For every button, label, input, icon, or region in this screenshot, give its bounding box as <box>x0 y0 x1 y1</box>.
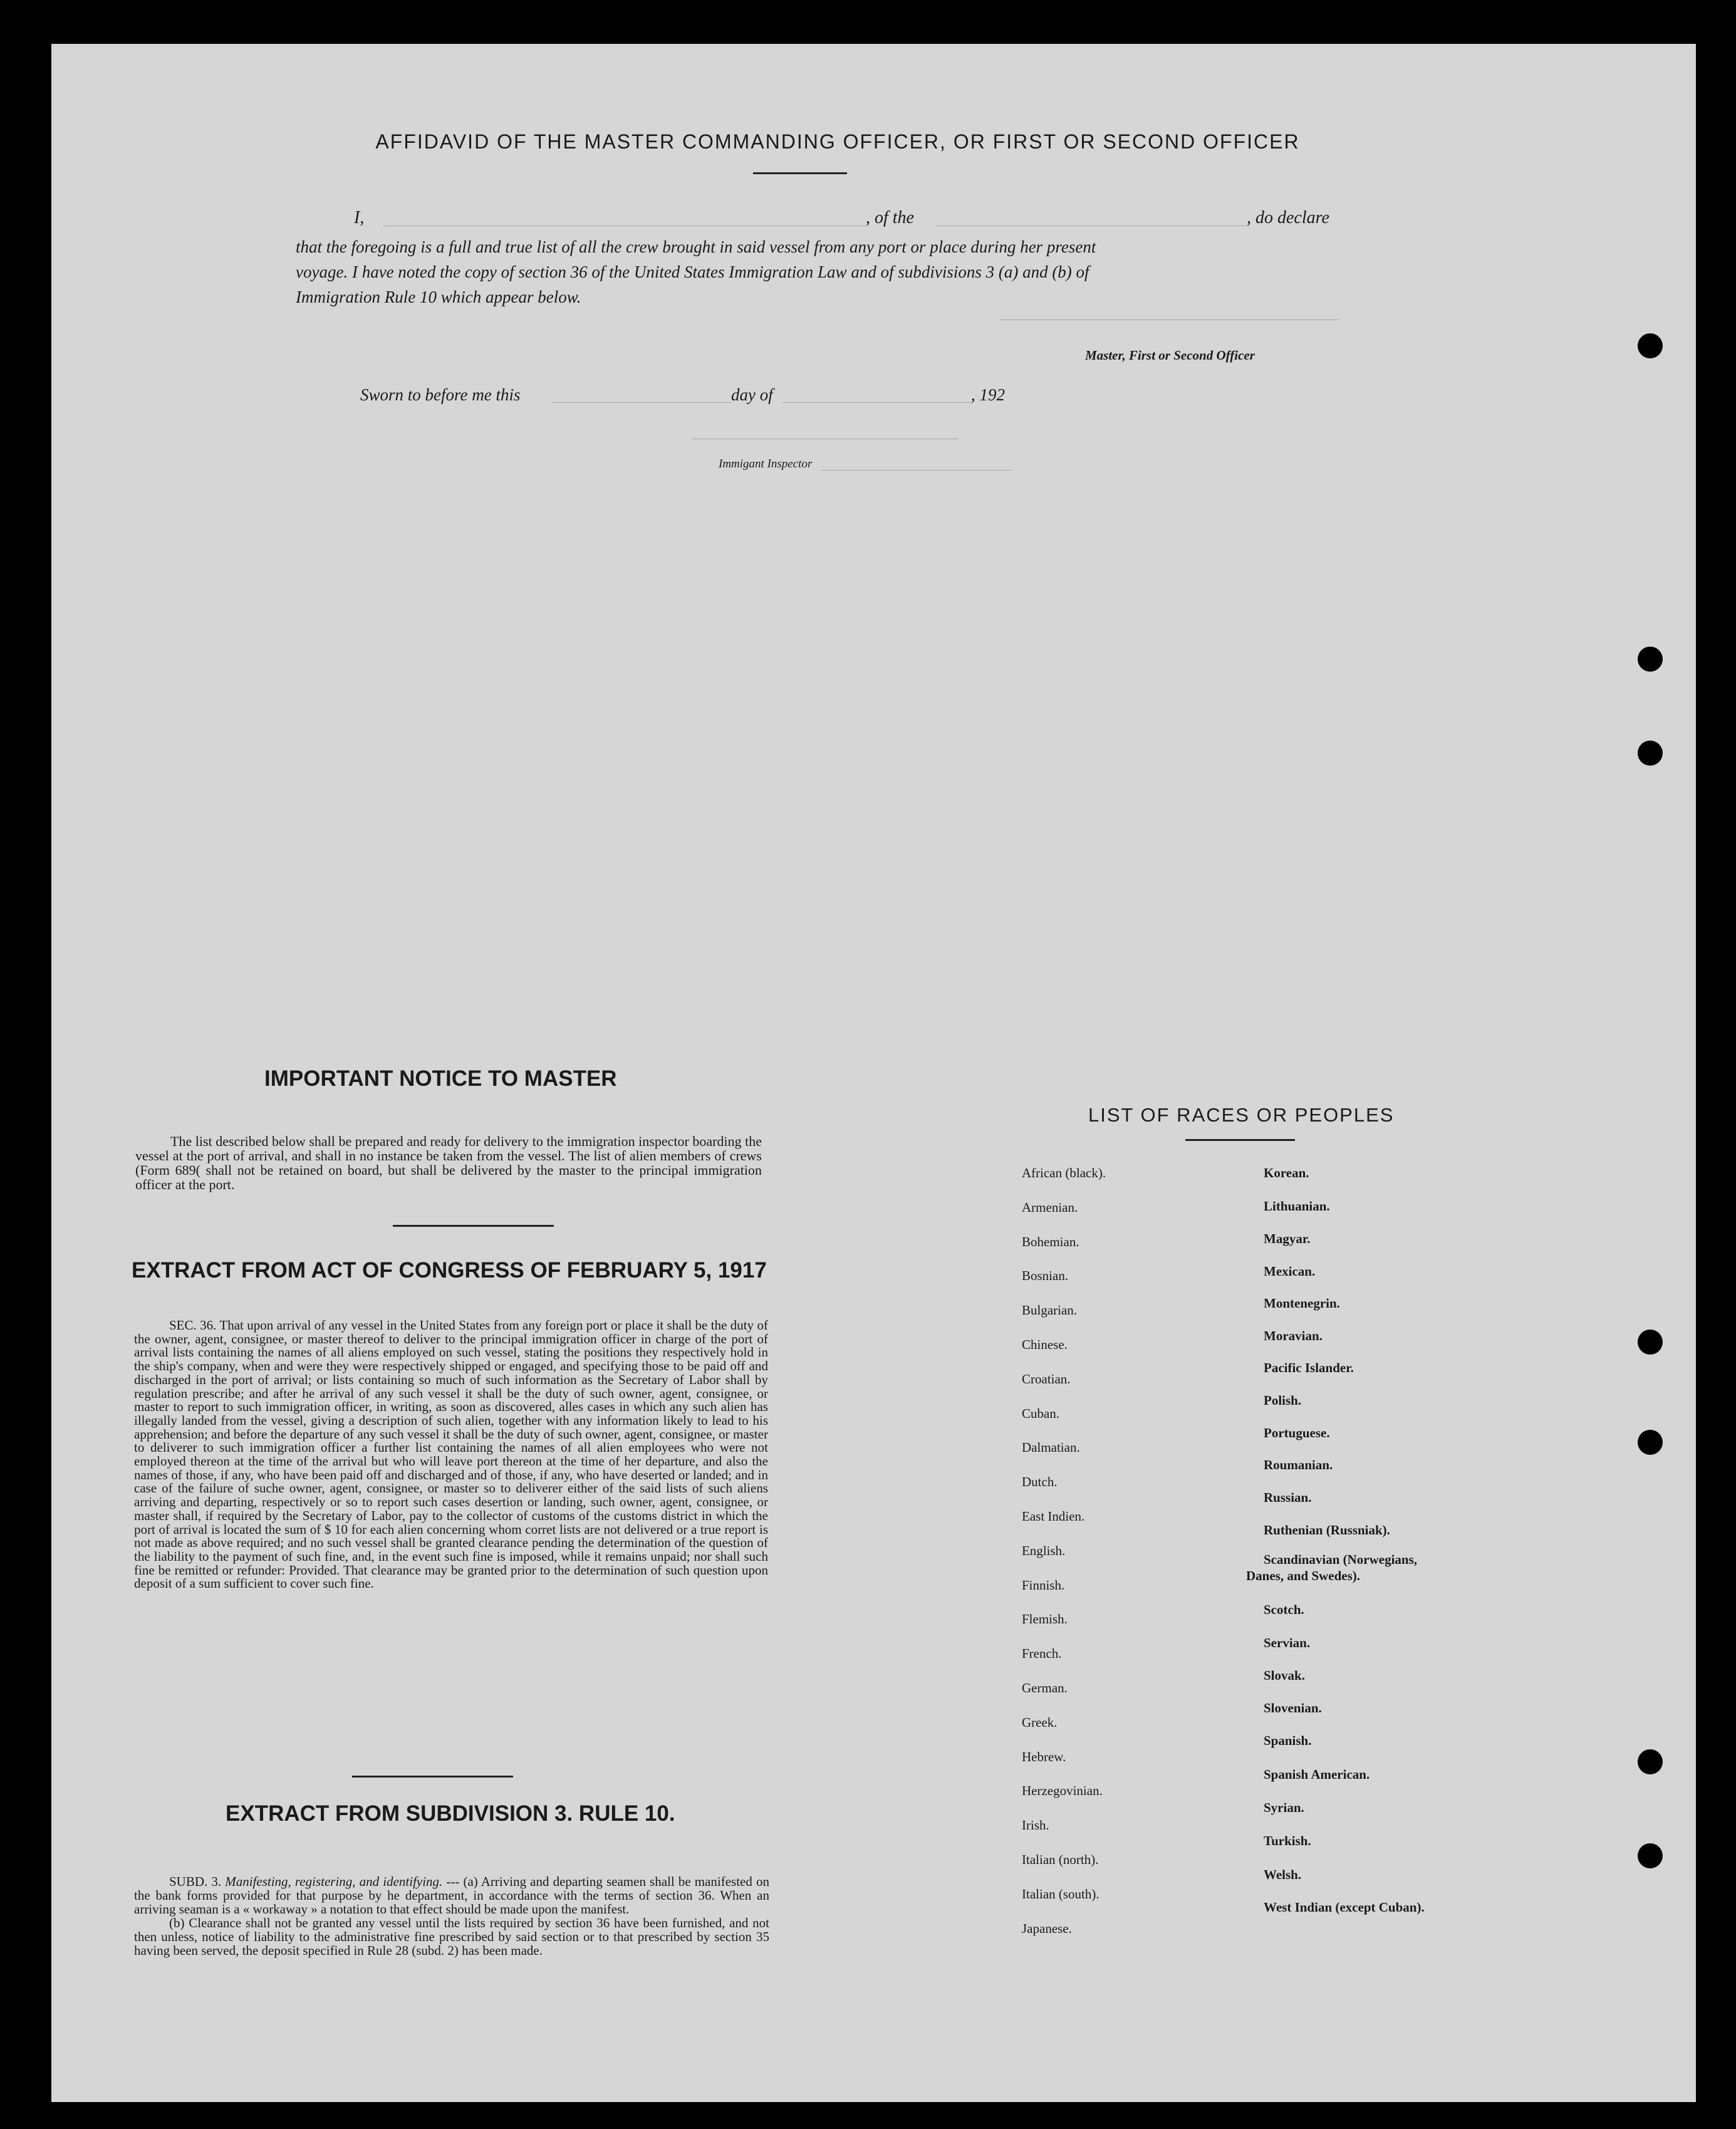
subd-b-text: (b) Clearance shall not be granted any vessel until the lists required by section 36 have been furnished, and not then unless, notice of liability to the administrative fine prescribed by said section or to that prescribed by section 35 having been served, the deposit specified in Rule 28 (subd. 2) has been made. <box>134 1915 769 1958</box>
binder-hole <box>1638 333 1663 358</box>
day-of-label: day of <box>731 385 773 404</box>
race-item: Chinese. <box>1022 1337 1068 1352</box>
race-item: Portuguese. <box>1264 1425 1330 1440</box>
race-item: German. <box>1022 1680 1068 1695</box>
signature-label: Master, First or Second Officer <box>1085 348 1255 363</box>
race-item: Korean. <box>1264 1165 1309 1180</box>
race-item: Syrian. <box>1264 1800 1304 1815</box>
race-item: Japanese. <box>1022 1920 1072 1936</box>
races-title: LIST OF RACES OR PEOPLES <box>1088 1104 1395 1126</box>
act-rule <box>352 1776 513 1778</box>
year-label: , 192 <box>971 385 1005 404</box>
race-item: Danes, and Swedes). <box>1246 1568 1361 1583</box>
affidavit-line-2: voyage. I have noted the copy of section 36 of the United States Immigration Law and of subdivisions 3 (a) and (b) of <box>296 263 1089 281</box>
race-item: Turkish. <box>1264 1833 1311 1848</box>
affidavit-do-declare: , do declare <box>1247 208 1329 227</box>
race-item: Montenegrin. <box>1264 1296 1340 1311</box>
race-item: Irish. <box>1022 1818 1049 1833</box>
race-item: Russian. <box>1264 1490 1312 1505</box>
subd-a <box>134 1875 769 1916</box>
race-item: Flemish. <box>1022 1611 1068 1627</box>
race-item: Magyar. <box>1264 1231 1311 1246</box>
race-item: Pacific Islander. <box>1264 1360 1354 1375</box>
race-item: Italian (south). <box>1022 1886 1099 1902</box>
binder-hole <box>1638 647 1663 672</box>
race-item: French. <box>1022 1646 1062 1662</box>
race-item: Welsh. <box>1264 1867 1302 1882</box>
race-item: Cuban. <box>1022 1405 1060 1421</box>
race-item: Italian (north). <box>1022 1852 1099 1867</box>
race-item: Roumanian. <box>1264 1457 1333 1472</box>
rule-title: EXTRACT FROM SUBDIVISION 3. RULE 10. <box>226 1801 675 1826</box>
binder-hole <box>1638 1843 1663 1868</box>
notice-title: IMPORTANT NOTICE TO MASTER <box>264 1066 617 1091</box>
notice-text: The list described below shall be prepared and ready for delivery to the immigration inspector boarding the vessel at the port of arrival, and shall in no instance be taken from the vessel. The list of alien members of crews (Form 689( shall not be retained on board, but shall be delivered by the master to the principal immigration officer at the port. <box>135 1133 762 1192</box>
affidavit-body <box>296 234 1348 310</box>
rule-text <box>134 1875 769 1957</box>
act-text: SEC. 36. That upon arrival of any vessel in the United States from any foreign port or place it shall be the duty of the owner, agent, consignee, or master thereof to deliver to the principal immigration officer in charge of the port of arrival lists containing the names of all aliens employed on such vessel, stating the positions they respectively hold in the ship's company, when and were they were respectively shipped or engaged, and specifying those to be paid off and discharged in the port of arrival; or lists containing so much of such information as the Secretary of Labor shall by regulation prescribe; and after he arrival of any such vessel it shall be the duty of such owner, agent, consignee, or master to report to such immigration officer, in writing, as soon as discovered, alles cases in which any such alien has illegally landed from the vessel, giving a description of such alien, together with any information likely to lead to his apprehension; and before the departure of any such vessel it shall be the duty of such owner, agent, consignee, or master to deliverer to such immigration officer a further list containing the names of all alien employees who were not employed thereon at the time of the arrival but who will leave port thereon at the time of her departure, and also the names of those, if any, who have been paid off and discharged and of those, if any, who have deserted or landed; and in case of the failure of suche owner, agent, consignee, or master so to deliverer either of the said lists of such aliens arriving and departing, respectively or so to report such cases desertion or landing, such owner, agent, consignee, or master shall, if required by the Secretary of Labor, pay to the collector of customs of the customs district in which the port of arrival is located the sum of $ 10 for each alien concerning whom corret lists are not delivered or a true report is not made as above required; and no such vessel shall be granted clearance pending the determination of the question of the liability to the payment of such fine, and, in the event such fine is imposed, while it remains unpaid; nor shall such fine be remitted or refunder: Provided. That clearance may be granted prior to the determination of such question upon deposit of a sum sufficient to cover such fine. <box>134 1318 768 1591</box>
act-title: EXTRACT FROM ACT OF CONGRESS OF FEBRUARY 5, 1917 <box>132 1258 767 1283</box>
race-item: Hebrew. <box>1022 1749 1066 1764</box>
title-underline <box>753 172 847 174</box>
race-item: Dutch. <box>1022 1474 1058 1490</box>
race-item: African (black). <box>1022 1165 1106 1180</box>
race-item: Finnish. <box>1022 1577 1065 1593</box>
binder-hole <box>1638 1430 1663 1455</box>
race-item: East Indien. <box>1022 1509 1085 1524</box>
races-rule <box>1185 1139 1295 1141</box>
race-item: English. <box>1022 1543 1066 1558</box>
affidavit-title: AFFIDAVID OF THE MASTER COMMANDING OFFICER, OR FIRST OR SECOND OFFICER <box>375 130 1300 153</box>
race-item: Spanish. <box>1264 1733 1312 1748</box>
inspector-label: Immigant Inspector <box>719 457 813 471</box>
race-item: Lithuanian. <box>1264 1199 1330 1214</box>
race-item: Bulgarian. <box>1022 1303 1078 1318</box>
race-item: Spanish American. <box>1264 1767 1370 1782</box>
race-item: Mexican. <box>1264 1264 1316 1279</box>
race-item: Herzegovinian. <box>1022 1783 1103 1799</box>
race-item: Scotch. <box>1264 1602 1304 1617</box>
affidavit-i-label: I, <box>354 208 365 227</box>
race-item: Bohemian. <box>1022 1234 1079 1249</box>
race-item: Dalmatian. <box>1022 1440 1080 1455</box>
race-item: Scandinavian (Norwegians, <box>1264 1552 1418 1567</box>
affidavit-of-the: , of the <box>866 208 914 227</box>
binder-hole <box>1638 741 1663 766</box>
binder-hole <box>1638 1749 1663 1774</box>
race-item: Slovenian. <box>1264 1700 1322 1715</box>
document-page <box>51 44 1696 2102</box>
sworn-label: Sworn to before me this <box>360 385 521 404</box>
subd-prefix: SUBD. 3. <box>169 1874 222 1889</box>
affidavit-line-1: that the foregoing is a full and true list of all the crew brought in said vessel from any port or place during her present <box>296 237 1096 256</box>
race-item: Greek. <box>1022 1714 1058 1730</box>
race-item: Croatian. <box>1022 1371 1071 1387</box>
day-blank[interactable] <box>553 402 731 403</box>
race-item: Armenian. <box>1022 1199 1078 1215</box>
subd-a-text: --- (a) Arriving and departing seamen shall be manifested on the bank forms provided for that purpose by he department, in accordance with the terms of section 36. When an arriving seaman is a « workaway » a notation to that effect should be made upon the manifest. <box>134 1874 769 1917</box>
race-item: Polish. <box>1264 1393 1302 1408</box>
race-item: Moravian. <box>1264 1328 1323 1343</box>
month-blank[interactable] <box>783 402 971 403</box>
race-item: Servian. <box>1264 1635 1311 1650</box>
inspector-name-blank[interactable] <box>821 470 1012 471</box>
race-item: Ruthenian (Russniak). <box>1264 1523 1390 1538</box>
binder-hole <box>1638 1330 1663 1355</box>
race-item: Bosnian. <box>1022 1268 1069 1284</box>
subd-heading: Manifesting, registering, and identifying. <box>225 1874 443 1889</box>
affidavit-line-3: Immigration Rule 10 which appear below. <box>296 288 581 306</box>
notice-rule <box>393 1225 554 1227</box>
race-item: West Indian (except Cuban). <box>1264 1900 1425 1915</box>
race-item: Slovak. <box>1264 1668 1305 1683</box>
